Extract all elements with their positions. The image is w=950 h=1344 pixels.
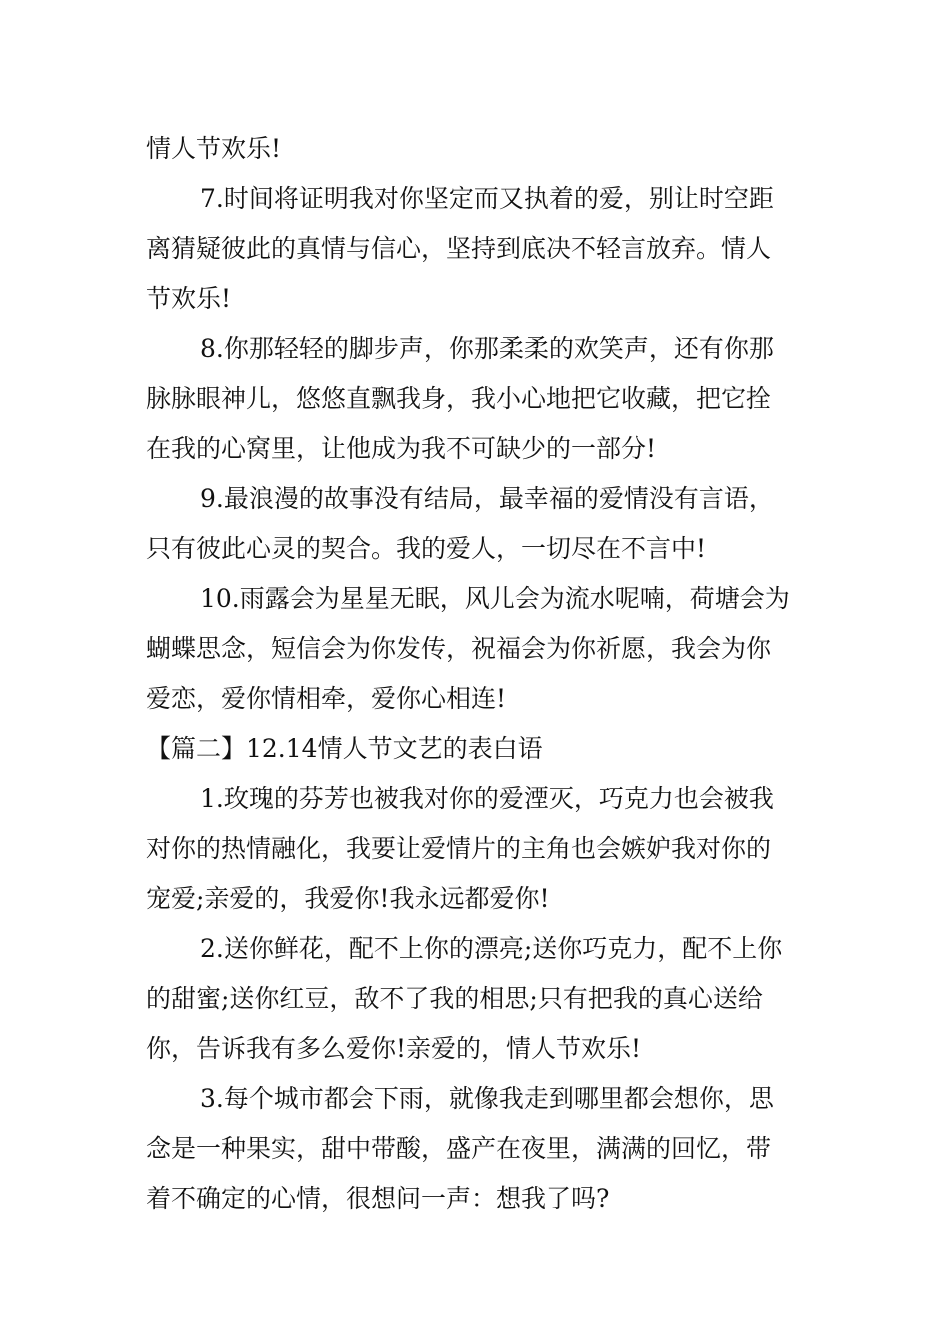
text-line: 在我的心窝里，让他成为我不可缺少的一部分! (146, 434, 657, 463)
text-line: 1.玫瑰的芬芳也被我对你的爱湮灭，巧克力也会被我 (200, 784, 774, 813)
text-line: 的甜蜜;送你红豆，敌不了我的相思;只有把我的真心送给 (146, 984, 763, 1013)
text-line: 你，告诉我有多么爱你!亲爱的，情人节欢乐! (146, 1034, 642, 1063)
text-line: 只有彼此心灵的契合。我的爱人，一切尽在不言中! (146, 534, 707, 563)
text-line: 7.时间将证明我对你坚定而又执着的爱，别让时空距 (200, 184, 774, 213)
text-line: 2.送你鲜花，配不上你的漂亮;送你巧克力，配不上你 (200, 934, 783, 963)
text-line: 念是一种果实，甜中带酸，盛产在夜里，满满的回忆，带 (146, 1134, 772, 1163)
text-line: 离猜疑彼此的真情与信心，坚持到底决不轻言放弃。情人 (146, 234, 772, 263)
text-line: 蝴蝶思念，短信会为你发传，祝福会为你祈愿，我会为你 (146, 634, 772, 663)
text-line: 9.最浪漫的故事没有结局，最幸福的爱情没有言语， (200, 484, 774, 513)
text-line: 10.雨露会为星星无眠，风儿会为流水呢喃，荷塘会为 (200, 584, 790, 613)
text-line: 对你的热情融化，我要让爱情片的主角也会嫉妒我对你的 (146, 834, 772, 863)
text-line: 宠爱;亲爱的，我爱你!我永远都爱你! (146, 884, 550, 913)
text-line: 情人节欢乐! (146, 134, 282, 163)
text-line: 8.你那轻轻的脚步声，你那柔柔的欢笑声，还有你那 (200, 334, 774, 363)
text-line: 爱恋，爱你情相牵，爱你心相连! (146, 684, 507, 713)
text-line: 节欢乐! (146, 284, 232, 313)
text-line: 着不确定的心情，很想问一声：想我了吗? (146, 1184, 610, 1213)
text-line: 脉脉眼神儿，悠悠直飘我身，我小心地把它收藏，把它拴 (146, 384, 772, 413)
section-heading: 【篇二】12.14情人节文艺的表白语 (146, 734, 543, 763)
text-line: 3.每个城市都会下雨，就像我走到哪里都会想你，思 (200, 1084, 774, 1113)
document-body (146, 124, 806, 1224)
